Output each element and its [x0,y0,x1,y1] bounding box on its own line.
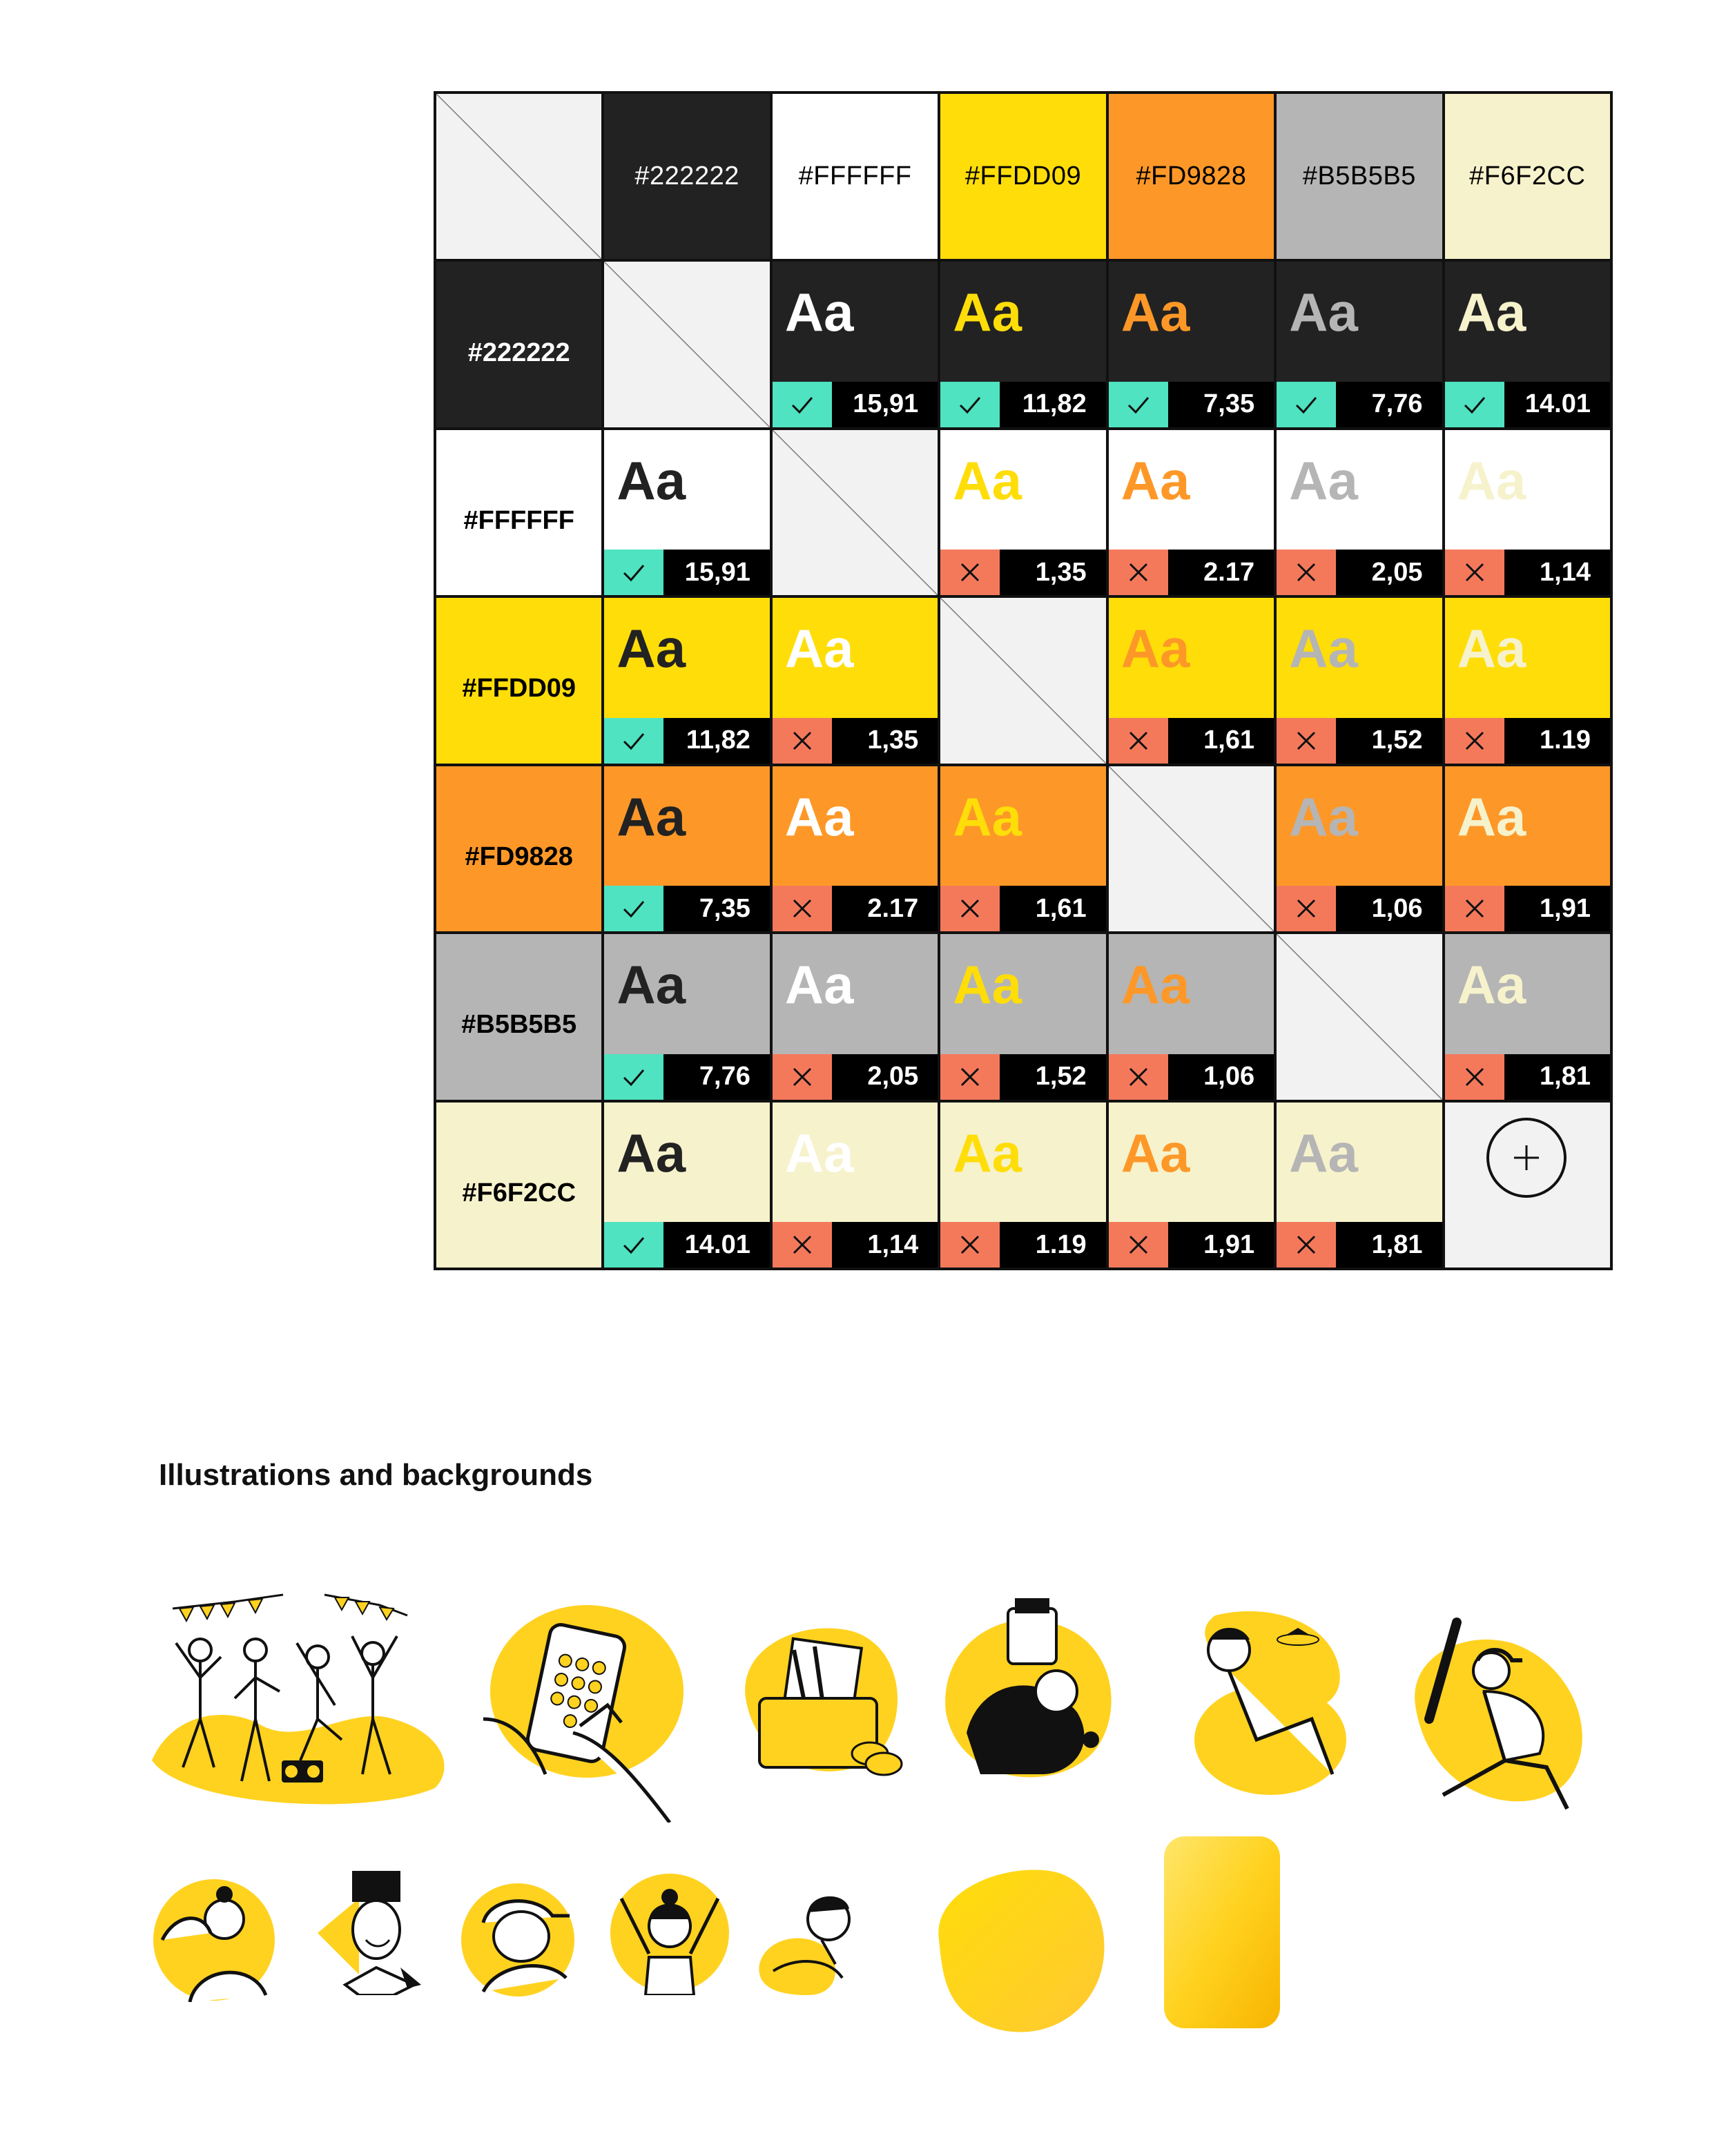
sample-text: Aa [1457,786,1526,847]
sample-text: Aa [1289,449,1358,511]
contrast-cell [1445,766,1610,931]
sample-text: Aa [1457,449,1526,511]
contrast-cell [1109,934,1274,1099]
ratio-bar [940,382,1105,427]
ratio-bar [940,886,1105,931]
ratio-bar [1109,1222,1274,1268]
row-header: #222222 [436,262,601,427]
add-color-cell [1445,1103,1610,1268]
column-header: #222222 [604,94,769,259]
ratio-bar [773,1222,938,1268]
wallet-illustration [732,1615,904,1781]
cross-icon [1109,1222,1168,1268]
cross-icon [1109,718,1168,764]
sample-text: Aa [617,449,686,511]
check-icon [604,550,663,595]
contrast-ratio: 14.01 [684,1230,750,1259]
cross-icon [1445,718,1504,764]
contrast-ratio: 11,82 [686,726,750,755]
cross-icon [1445,1054,1504,1100]
contrast-cell [604,934,769,1099]
sample-text: Aa [1121,449,1190,511]
contrast-ratio: 7,35 [699,893,750,923]
contrast-ratio: 1.19 [1540,726,1591,755]
sample-text: Aa [617,786,686,847]
contrast-cell [940,934,1105,1099]
ratio-bar [940,1222,1105,1268]
contrast-cell [940,1103,1105,1268]
contrast-cell [940,262,1105,427]
column-header: #FFFFFF [773,94,938,259]
cross-icon [940,550,1000,595]
contrast-ratio: 1,91 [1203,1230,1255,1259]
row-header: #FD9828 [436,766,601,931]
contrast-cell [1277,262,1442,427]
row-header: #FFFFFF [436,430,601,595]
ratio-bar [1277,718,1442,764]
avatar-boy [318,1871,428,1995]
contrast-ratio: 1,91 [1540,893,1591,923]
check-icon [604,886,663,931]
sample-text: Aa [617,954,686,1016]
contrast-ratio: 15,91 [853,389,919,419]
cross-icon [1445,550,1504,595]
contrast-ratio: 7,76 [1371,389,1423,419]
ratio-bar [1445,886,1610,931]
contrast-cell [940,430,1105,595]
ratio-bar [773,382,938,427]
contrast-cell [1109,262,1274,427]
contrast-cell [940,766,1105,931]
cross-icon [773,1054,832,1100]
ratio-bar [604,1054,769,1100]
cross-icon [1277,1222,1336,1268]
matrix-corner [436,94,601,259]
add-color-button[interactable] [1486,1118,1567,1198]
contrast-cell [1109,430,1274,595]
ratio-bar [940,550,1105,595]
baseball-illustration [1402,1615,1595,1816]
sample-text: Aa [784,786,854,847]
avatar-thinking [753,1881,863,1999]
contrast-cell [773,934,938,1099]
sample-text: Aa [784,1122,854,1183]
contrast-cell [1109,598,1274,763]
contrast-matrix [434,91,1613,1270]
contrast-ratio: 7,35 [1203,389,1255,419]
contrast-cell [773,262,938,427]
contrast-cell [1445,262,1610,427]
ratio-bar [604,718,769,764]
contrast-cell [604,598,769,763]
sample-text: Aa [1289,1122,1358,1183]
sample-text: Aa [1457,618,1526,679]
ratio-bar [1109,718,1274,764]
cross-icon [940,886,1000,931]
contrast-ratio: 2,05 [867,1062,919,1091]
contrast-ratio: 2,05 [1371,557,1423,587]
contrast-cell [1277,1103,1442,1268]
avatar-girl [608,1871,732,1995]
column-header: #FFDD09 [940,94,1105,259]
ratio-bar [1277,886,1442,931]
contrast-cell [773,598,938,763]
sample-text: Aa [1457,954,1526,1016]
contrast-cell [1109,1103,1274,1268]
matrix-diagonal [773,430,938,595]
contrast-ratio: 1,52 [1035,1062,1087,1091]
contrast-ratio: 1,14 [1540,557,1591,587]
ratio-bar [604,886,769,931]
check-icon [1109,382,1168,427]
contrast-ratio: 2.17 [867,893,919,923]
party-illustration [145,1588,456,1809]
sample-text: Aa [1121,282,1190,343]
contrast-cell [1445,598,1610,763]
contrast-ratio: 1,06 [1371,893,1423,923]
gradient-card-background [1164,1836,1280,2028]
contrast-cell [604,766,769,931]
matrix-diagonal [604,262,769,427]
sample-text: Aa [1289,786,1358,847]
column-header: #FD9828 [1109,94,1274,259]
ratio-bar [1109,382,1274,427]
ratio-bar [604,550,769,595]
ratio-bar [773,886,938,931]
contrast-ratio: 1,06 [1203,1062,1255,1091]
contrast-ratio: 1,35 [1035,557,1087,587]
row-header: #FFDD09 [436,598,601,763]
sample-text: Aa [953,786,1022,847]
contrast-cell [773,1103,938,1268]
sample-text: Aa [1457,282,1526,343]
contrast-cell [1445,934,1610,1099]
sample-text: Aa [953,449,1022,511]
contrast-cell [1277,598,1442,763]
ratio-bar [1445,1054,1610,1100]
contrast-ratio: 1.19 [1035,1230,1087,1259]
sample-text: Aa [1289,618,1358,679]
sample-text: Aa [953,1122,1022,1183]
sample-text: Aa [1121,618,1190,679]
ratio-bar [1277,550,1442,595]
ratio-bar [604,1222,769,1268]
sample-text: Aa [1121,954,1190,1016]
blob-background [925,1864,1112,2037]
contrast-ratio: 1,61 [1035,893,1087,923]
contrast-ratio: 1,14 [867,1230,919,1259]
contrast-ratio: 2.17 [1203,557,1255,587]
contrast-cell [604,430,769,595]
matrix-diagonal [1109,766,1274,931]
ratio-bar [1277,382,1442,427]
matrix-diagonal [940,598,1105,763]
check-icon [773,382,832,427]
column-header: #B5B5B5 [1277,94,1442,259]
ratio-bar [773,718,938,764]
matrix-diagonal [1277,934,1442,1099]
sample-text: Aa [784,954,854,1016]
relaxing-illustration [1174,1602,1360,1809]
ratio-bar [1277,1222,1442,1268]
sample-text: Aa [617,1122,686,1183]
contrast-cell [1445,430,1610,595]
contrast-cell [1277,766,1442,931]
cross-icon [1109,550,1168,595]
cross-icon [773,718,832,764]
cross-icon [940,1222,1000,1268]
ratio-bar [1109,550,1274,595]
check-icon [1277,382,1336,427]
check-icon [604,1054,663,1100]
check-icon [604,1222,663,1268]
phone-illustration [483,1602,683,1823]
cross-icon [940,1054,1000,1100]
avatar-stretching [148,1871,280,2002]
contrast-ratio: 11,82 [1022,389,1087,419]
row-header: #F6F2CC [436,1103,601,1268]
avatar-cap [456,1874,580,1999]
contrast-ratio: 7,76 [699,1062,750,1091]
ratio-bar [1109,1054,1274,1100]
check-icon [604,718,663,764]
sample-text: Aa [784,618,854,679]
cross-icon [1277,886,1336,931]
section-title: Illustrations and backgrounds [159,1458,593,1492]
sample-text: Aa [1121,1122,1190,1183]
sample-text: Aa [617,618,686,679]
contrast-ratio: 15,91 [684,557,750,587]
ratio-bar [1445,718,1610,764]
sample-text: Aa [953,282,1022,343]
plus-icon [1511,1143,1542,1173]
sample-text: Aa [784,282,854,343]
contrast-ratio: 1,81 [1540,1062,1591,1091]
cross-icon [1277,718,1336,764]
contrast-ratio: 1,61 [1203,726,1255,755]
ratio-bar [1445,550,1610,595]
contrast-ratio: 1,81 [1371,1230,1423,1259]
ratio-bar [1445,382,1610,427]
column-header: #F6F2CC [1445,94,1610,259]
contrast-ratio: 1,35 [867,726,919,755]
contrast-cell [604,1103,769,1268]
sample-text: Aa [1289,282,1358,343]
sample-text: Aa [953,954,1022,1016]
contrast-ratio: 1,52 [1371,726,1423,755]
cross-icon [1109,1054,1168,1100]
contrast-cell [1277,430,1442,595]
ratio-bar [773,1054,938,1100]
row-header: #B5B5B5 [436,934,601,1099]
cross-icon [773,1222,832,1268]
check-icon [940,382,1000,427]
check-icon [1445,382,1504,427]
cross-icon [1277,550,1336,595]
cross-icon [773,886,832,931]
contrast-ratio: 14.01 [1524,389,1591,419]
reading-illustration [939,1595,1125,1788]
contrast-cell [773,766,938,931]
ratio-bar [940,1054,1105,1100]
cross-icon [1445,886,1504,931]
